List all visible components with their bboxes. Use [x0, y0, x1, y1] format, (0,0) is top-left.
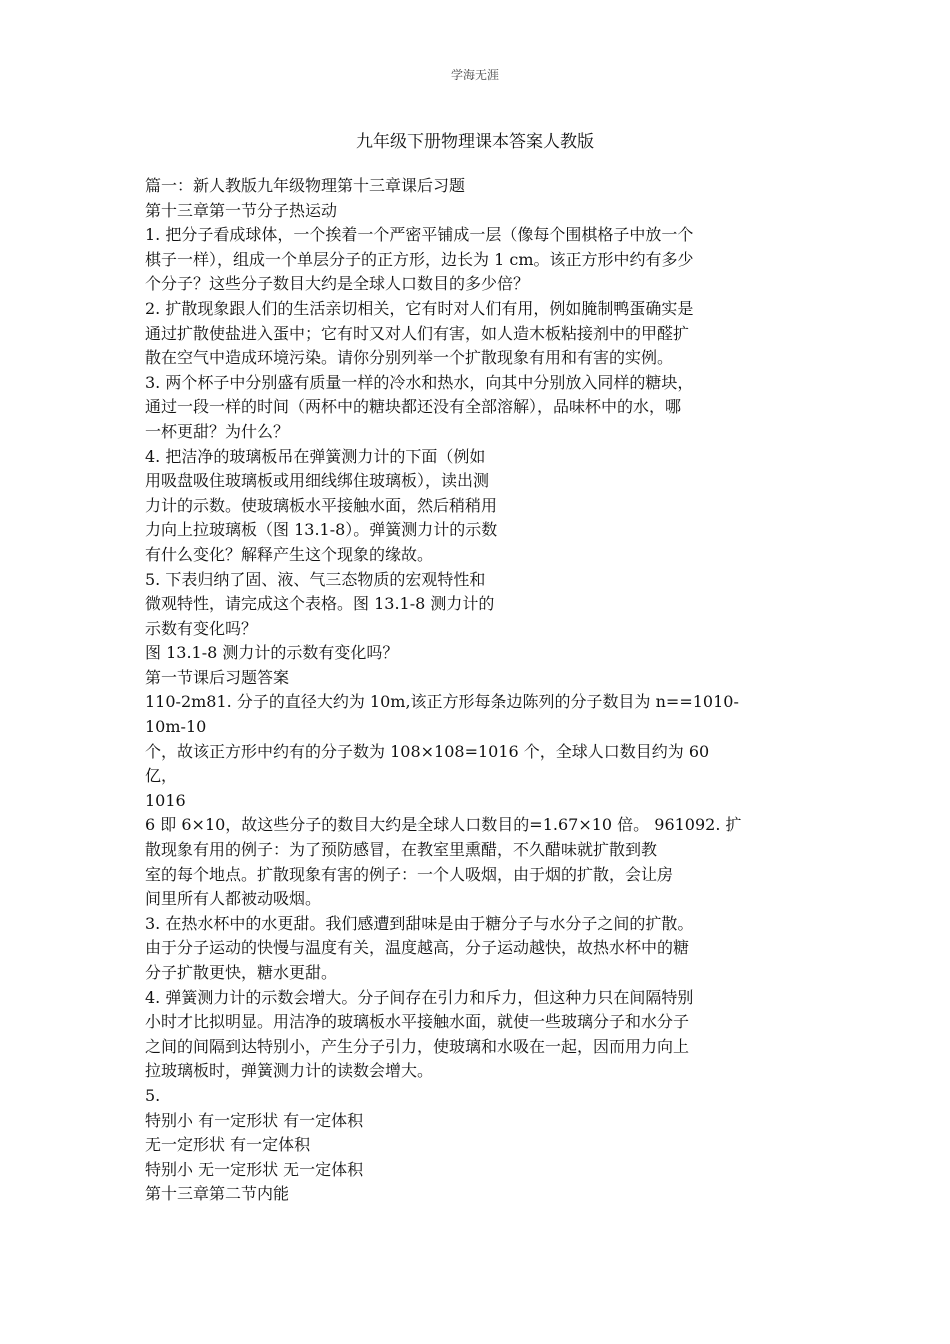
text-line: 微观特性，请完成这个表格。图 13.1-8 测力计的: [145, 594, 495, 614]
text-line: 3. 两个杯子中分别盛有质量一样的冷水和热水，向其中分别放入同样的糖块，: [145, 372, 694, 392]
text-line: 3. 在热水杯中的水更甜。我们感遭到甜味是由于糖分子与水分子之间的扩散。: [145, 913, 694, 933]
text-line: 分子扩散更快，糖水更甜。: [145, 963, 338, 982]
text-line: 散现象有用的例子：为了预防感冒，在教室里熏醋，不久醋味就扩散到教: [145, 840, 658, 860]
text-line: 个分子？这些分子数目大约是全球人口数目的多少倍？: [145, 274, 530, 294]
text-line: 力计的示数。使玻璃板水平接触水面，然后稍稍用: [145, 495, 498, 515]
text-line: 间里所有人都被动吸烟。: [145, 889, 322, 909]
text-line: 室的每个地点。扩散现象有害的例子：一个人吸烟，由于烟的扩散，会让房: [145, 864, 674, 884]
text-line: 力向上拉玻璃板（图 13.1-8）。弹簧测力计的示数: [145, 520, 498, 540]
document-body: [145, 174, 800, 1207]
text-line: 6 即 6×10，故这些分子的数目大约是全球人口数目的=1.67×10 倍。 961092. 扩: [145, 815, 742, 835]
text-line: 篇一：新人教版九年级物理第十三章课后习题: [145, 176, 466, 195]
text-line: 通过一段一样的时间（两杯中的糖块都还没有全部溶解），品味杯中的水，哪: [145, 397, 682, 417]
page-header: 学海无涯: [450, 68, 499, 82]
text-line: 2. 扩散现象跟人们的生活亲切相关，它有时对人们有用，例如腌制鸭蛋确实是: [145, 298, 694, 318]
text-line: 示数有变化吗？: [145, 618, 258, 638]
text-line: 之间的间隔到达特别小，产生分子引力，使玻璃和水吸在一起，因而用力向上: [145, 1036, 690, 1056]
text-line: 5. 下表归纳了固、液、气三态物质的宏观特性和: [145, 569, 486, 589]
text-line: 特别小 有一定形状 有一定体积: [145, 1110, 364, 1130]
text-line: 4. 把洁净的玻璃板吊在弹簧测力计的下面（例如: [145, 446, 486, 466]
text-line: 第十三章第一节分子热运动: [145, 200, 338, 220]
text-line: 通过扩散使盐进入蛋中；它有时又对人们有害，如人造木板粘接剂中的甲醛扩: [145, 323, 690, 343]
text-line: 4. 弹簧测力计的示数会增大。分子间存在引力和斥力，但这种力只在间隔特别: [145, 987, 694, 1007]
text-line: 小时才比拟明显。用洁净的玻璃板水平接触水面，就使一些玻璃分子和水分子: [145, 1012, 690, 1032]
text-line: 由于分子运动的快慢与温度有关，温度越高，分子运动越快，故热水杯中的糖: [145, 938, 690, 958]
text-line: 亿，: [145, 766, 178, 786]
text-line: 用吸盘吸住玻璃板或用细线绑住玻璃板），读出测: [145, 471, 490, 491]
text-line: 图 13.1-8 测力计的示数有变化吗？: [145, 643, 399, 663]
document-title: 九年级下册物理课本答案人教版: [356, 132, 594, 152]
text-line: 10m-10: [145, 717, 207, 737]
text-line: 个，故该正方形中约有的分子数为 108×108=1016 个，全球人口数目约为 60: [145, 741, 710, 761]
text-line: 1. 把分子看成球体，一个挨着一个严密平铺成一层（像每个围棋格子中放一个: [145, 225, 694, 245]
text-line: 有什么变化？解释产生这个现象的缘故。: [145, 544, 434, 564]
text-line: 无一定形状 有一定体积: [145, 1135, 311, 1155]
text-line: 第一节课后习题答案: [145, 667, 290, 687]
text-line: 第十三章第二节内能: [145, 1184, 290, 1204]
text-line: 一杯更甜？为什么？: [145, 421, 290, 441]
text-line: 散在空气中造成环境污染。请你分别列举一个扩散现象有用和有害的实例。: [145, 348, 674, 368]
text-line: 棋子一样），组成一个单层分子的正方形，边长为 1 cm。该正方形中约有多少: [145, 249, 694, 269]
text-line: 110-2m81. 分子的直径大约为 10m,该正方形每条边陈列的分子数目为 n==1010-: [145, 692, 739, 712]
text-line: 5.: [145, 1085, 161, 1105]
text-line: 特别小 无一定形状 无一定体积: [145, 1159, 364, 1179]
text-line: 拉玻璃板时，弹簧测力计的读数会增大。: [145, 1061, 434, 1081]
text-line: 1016: [145, 790, 186, 810]
